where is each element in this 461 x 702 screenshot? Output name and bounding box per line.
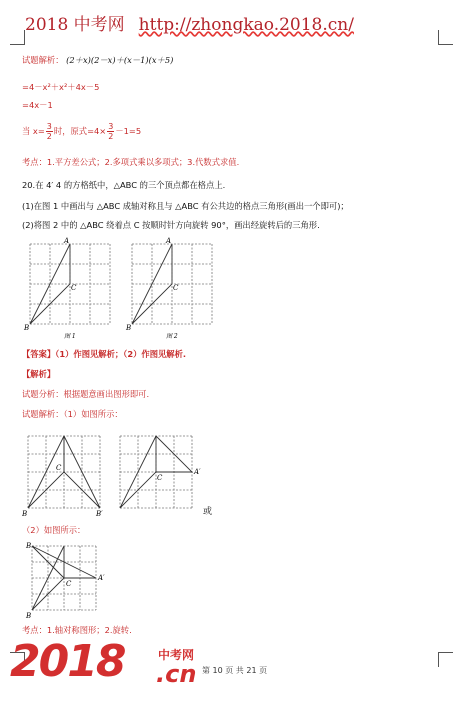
logo-chinese: 中考网	[158, 648, 195, 662]
solution-line-1	[22, 54, 173, 66]
fraction-1-denominator: 2	[46, 132, 52, 141]
sol2-label-b: B	[26, 542, 32, 550]
fraction-1	[46, 122, 53, 141]
analysis-line: 试题分析：根据题意画出图形即可.	[22, 389, 150, 399]
solution-expression: (2＋x)(2－x)＋(x－1)(x＋5)	[66, 55, 174, 65]
sol1a-label-b: B	[22, 510, 28, 518]
fig2-caption: 图 2	[166, 333, 178, 340]
fraction-2-numerator: 3	[108, 122, 114, 131]
header-brand: 2018 中考网	[25, 15, 125, 35]
fraction-2	[107, 122, 114, 141]
solution-line-3: =4x－1	[22, 100, 53, 110]
crop-mark-top-right	[438, 30, 453, 45]
or-text: 或	[203, 507, 213, 517]
figure-1	[22, 234, 122, 344]
text-original-expression: 时，原式=4×	[53, 126, 107, 136]
sol1a-label-c: C	[56, 464, 62, 472]
solution-label: 试题解析：	[22, 55, 64, 65]
text-when-x: 当 x=	[22, 126, 45, 136]
fig1-caption: 图 1	[64, 333, 76, 340]
page-number: 第 10 页 共 21 页	[202, 666, 268, 675]
question-20-part-1: (1)在图 1 中画出与 △ABC 成轴对称且与 △ABC 有公共边的格点三角形(画出一个即可)；	[22, 201, 349, 211]
crop-mark-bottom-right	[438, 652, 453, 667]
logo-number: 2018	[10, 636, 125, 687]
sol2-label-b-bottom: B	[26, 612, 32, 620]
sol2-label-c: C	[66, 580, 72, 588]
fig2-label-c: C	[173, 284, 179, 292]
fig2-label-a: A	[166, 237, 172, 245]
solution-figure-1a	[22, 428, 112, 518]
site-logo	[10, 636, 125, 687]
page-header	[25, 10, 354, 35]
fig1-label-b: B	[24, 324, 30, 332]
answer-line: 【答案】（1）作图见解析；（2）作图见解析.	[22, 349, 187, 359]
question-20: 20.在 4′ 4 的方格纸中，△ABC 的三个顶点都在格点上.	[22, 180, 226, 190]
fraction-1-numerator: 3	[46, 122, 52, 131]
sol1b-label-c: C	[157, 474, 163, 482]
logo-domain: .cn	[156, 660, 197, 688]
crop-mark-top-left	[10, 30, 25, 45]
fig1-label-c: C	[71, 284, 77, 292]
kaodian-line-2: 考点：1.轴对称图形；2.旋转.	[22, 625, 132, 635]
detail-line-1: 试题解析：（1）如图所示：	[22, 409, 123, 419]
text-result: －1=5	[115, 126, 142, 136]
fig2-label-b: B	[126, 324, 132, 332]
solution-line-4	[22, 122, 141, 141]
sol2-label-a2: A′	[98, 574, 105, 582]
detail-line-2: （2）如图所示：	[22, 525, 86, 535]
analysis-heading: 【解析】	[22, 369, 56, 379]
fraction-2-denominator: 2	[108, 132, 114, 141]
solution-line-2: =4－x²＋x²＋4x－5	[22, 82, 100, 92]
sol1b-label-a2: A′	[194, 468, 201, 476]
header-url[interactable]: http://zhongkao.2018.cn/	[138, 15, 354, 35]
question-20-part-2: (2)将图 2 中的 △ABC 绕着点 C 按顺时针方向旋转 90°，画出经旋转后的三角形.	[22, 220, 320, 230]
figure-2	[124, 234, 224, 344]
kaodian-line-1: 考点：1.平方差公式；2.多项式乘以多项式；3.代数式求值.	[22, 157, 240, 167]
solution-figure-2	[22, 540, 122, 620]
sol1a-label-b2: B′	[96, 510, 103, 518]
fig1-label-a: A	[64, 237, 70, 245]
solution-figure-1b	[114, 428, 204, 518]
